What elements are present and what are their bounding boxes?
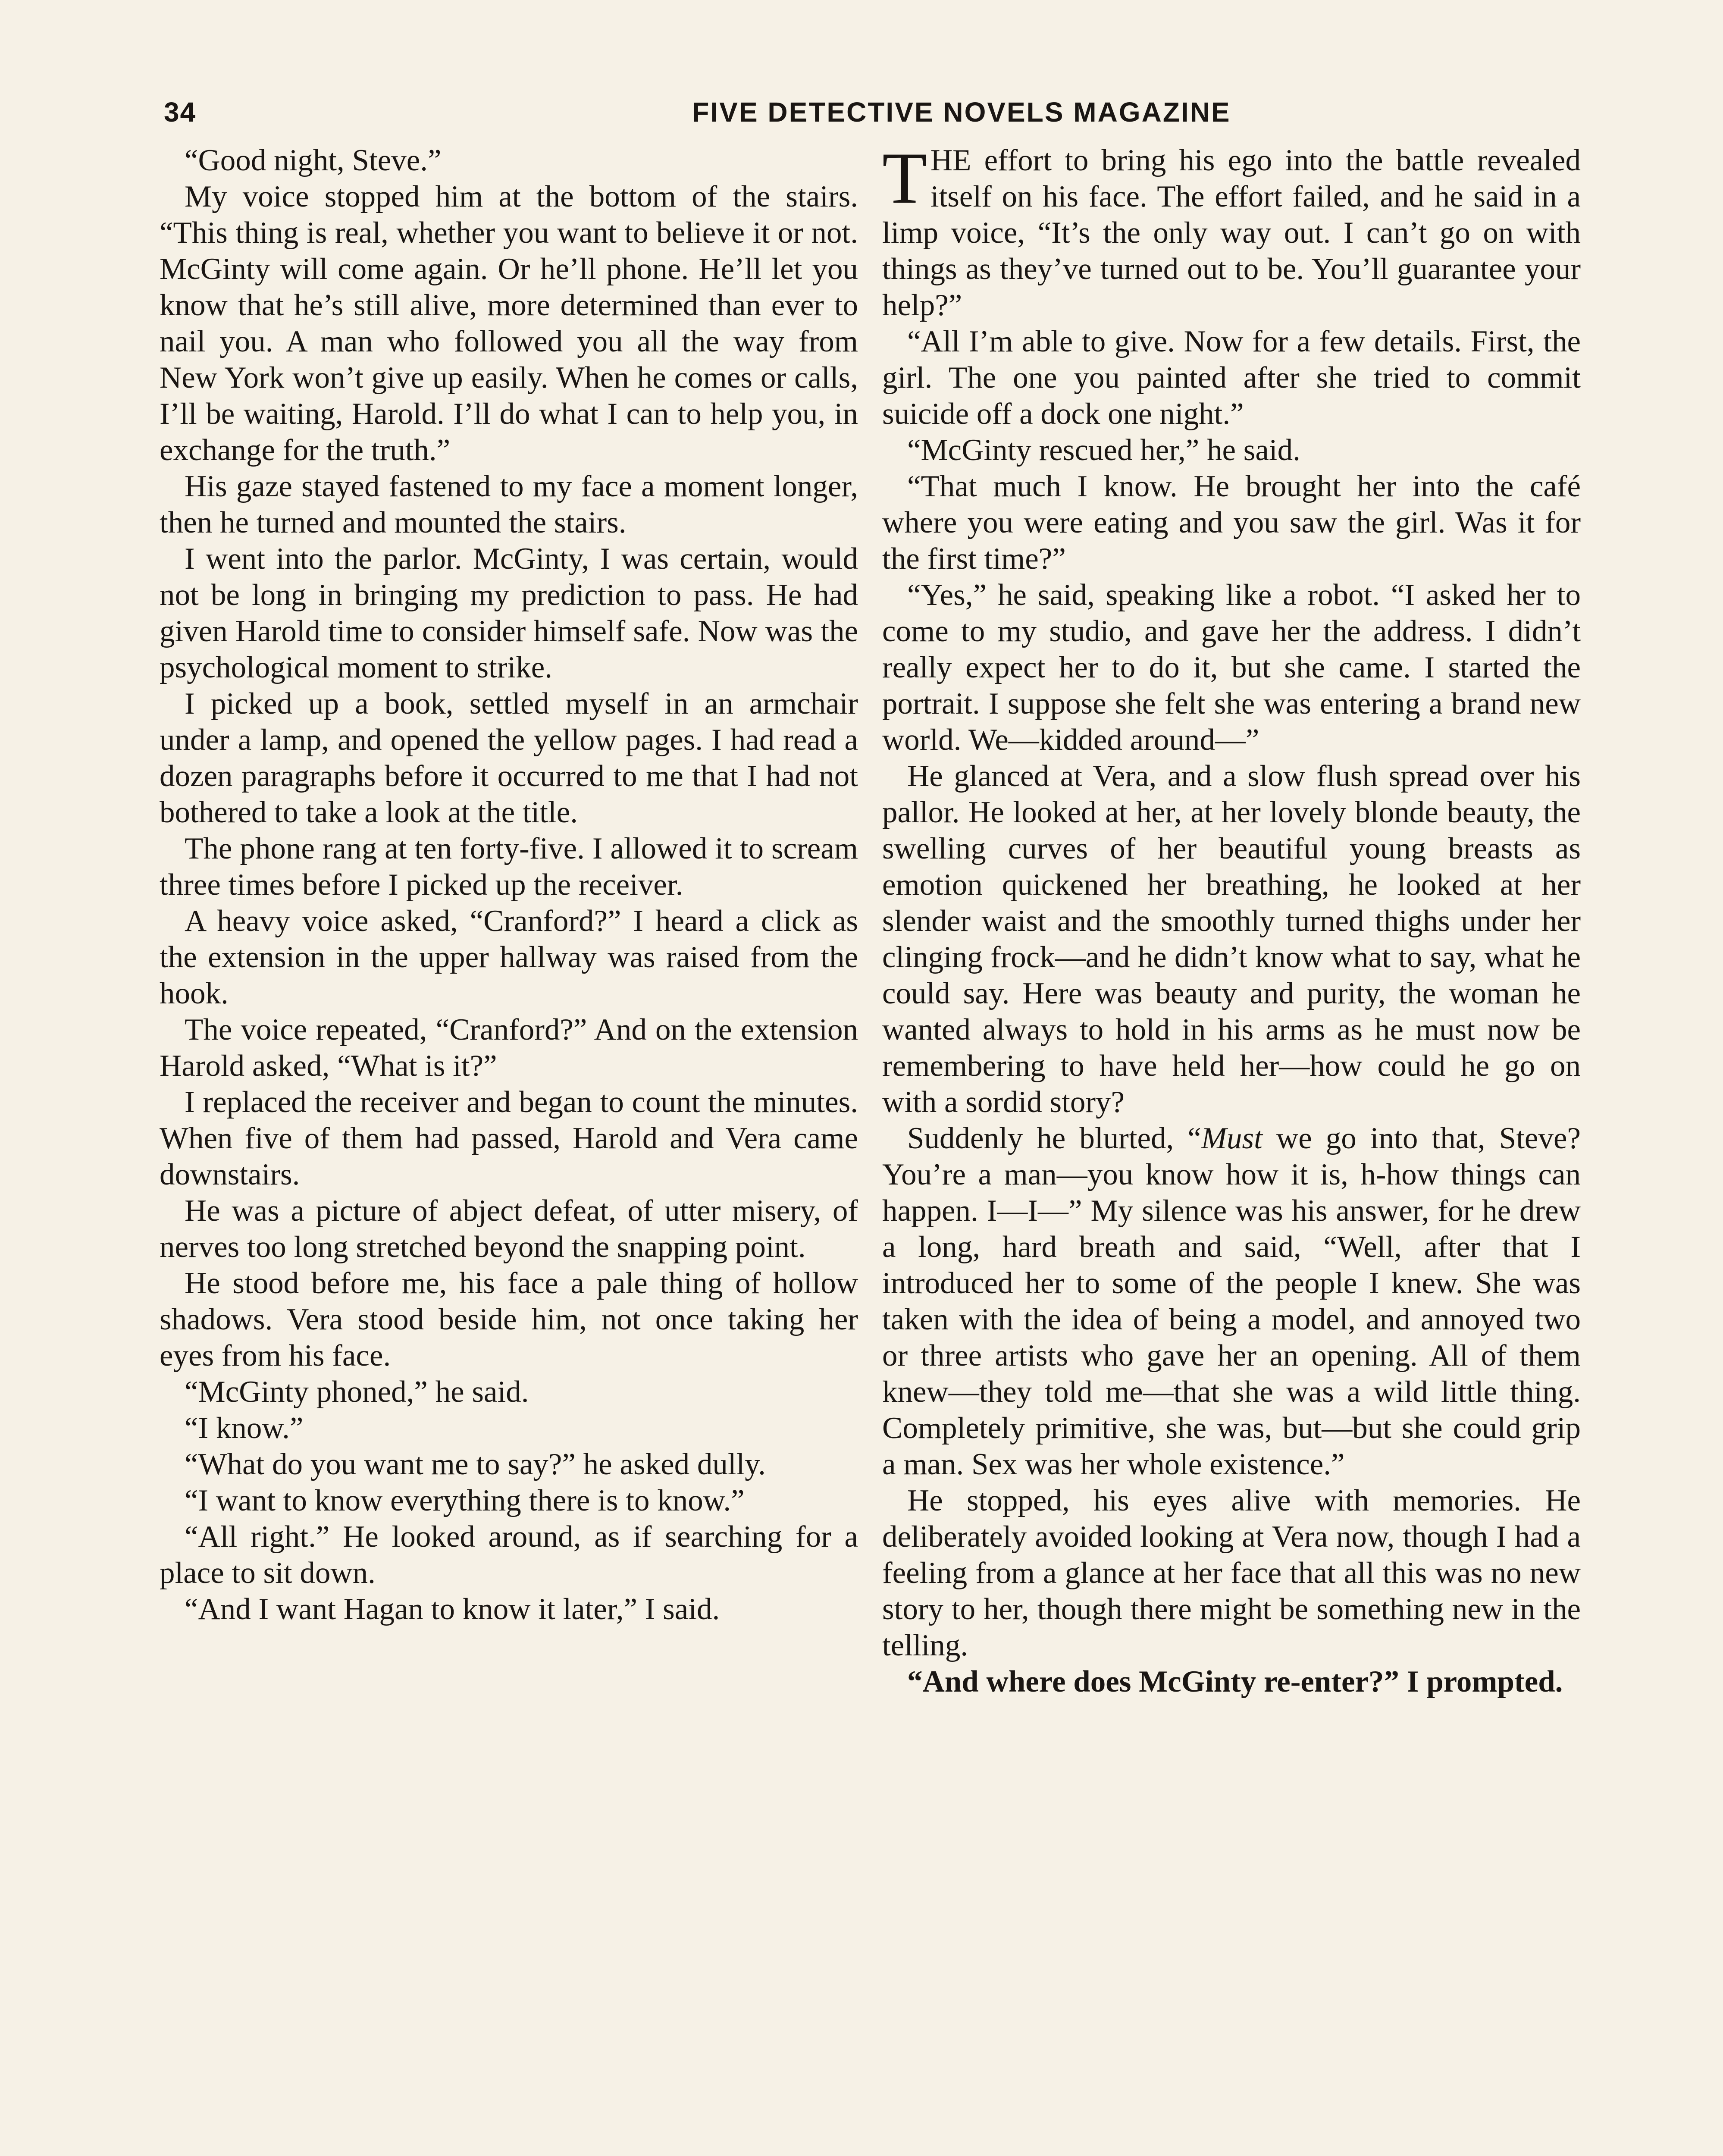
paragraph: The phone rang at ten forty-five. I allowed it to scream three times before I picked up the receiver.: [160, 832, 858, 902]
magazine-title: FIVE DETECTIVE NOVELS MAGAZINE: [692, 97, 1231, 128]
paragraph: “I know.”: [185, 1411, 304, 1445]
right-column: [882, 138, 1581, 2156]
paragraph: “What do you want me to say?” he asked dully.: [185, 1448, 766, 1481]
paragraph: “Yes,” he said, speaking like a robot. “I asked her to come to my studio, and gave her the address. I didn’t really expect her to do it, but she came. I started the portrait. I suppose she felt she was entering a brand new world. We—kidded around—”: [882, 578, 1581, 757]
paragraph: His gaze stayed fastened to my face a moment longer, then he turned and mounted the stairs.: [160, 470, 858, 539]
paragraph: My voice stopped him at the bottom of the stairs. “This thing is real, whether you want to believe it or not. McGinty will come again. Or he’ll phone. He’ll let you know that he’s still alive, more determined than ever to nail you. A man who followed you all the way from New York won’t give up easily. When he comes or calls, I’ll be waiting, Harold. I’ll do what I can to help you, in exchange for the truth.”: [160, 180, 858, 467]
paragraph: “I want to know everything there is to know.”: [185, 1484, 745, 1517]
paragraph: “All I’m able to give. Now for a few details. First, the girl. The one you painted after she tried to commit suicide off a dock one night.”: [882, 325, 1581, 431]
paragraph: He was a picture of abject defeat, of utter misery, of nerves too long stretched beyond the snapping point.: [160, 1194, 858, 1264]
page-header: [164, 93, 1574, 132]
paragraph: “McGinty rescued her,” he said.: [907, 433, 1300, 467]
paragraph: “All right.” He looked around, as if searching for a place to sit down.: [160, 1520, 858, 1590]
emphasis-word: Must: [1201, 1122, 1262, 1155]
opening-paragraph: [882, 138, 1581, 323]
paragraph-part: Suddenly he blurted, “: [907, 1122, 1201, 1155]
paragraph: The voice repeated, “Cranford?” And on the extension Harold asked, “What is it?”: [160, 1013, 858, 1083]
paragraph: He stopped, his eyes alive with memories. He deliberately avoided looking at Vera now, though I had a feeling from a glance at her face that all this was no new story to her, though there might be something new in the telling.: [882, 1484, 1581, 1662]
paragraph: “McGinty phoned,” he said.: [185, 1375, 529, 1409]
paragraph: “And I want Hagan to know it later,” I said.: [185, 1592, 720, 1626]
paragraph: “That much I know. He brought her into the café where you were eating and you saw the girl. Was it for the first time?”: [882, 470, 1581, 576]
paragraph: I picked up a book, settled myself in an armchair under a lamp, and opened the yellow pages. I had read a dozen paragraphs before it occurred to me that I had not bothered to take a look at the title.: [160, 687, 858, 829]
paragraph: I went into the parlor. McGinty, I was certain, would not be long in bringing my prediction to pass. He had given Harold time to consider himself safe. Now was the psychological moment to strike.: [160, 542, 858, 684]
paragraph: He glanced at Vera, and a slow flush spread over his pallor. He looked at her, at her lovely blonde beauty, the swelling curves of her beautiful young breasts as emotion quickened her breathing, he looked at her slender waist and the smoothly turned thighs under her clinging frock—and he didn’t know what to say, what he could say. Here was beauty and purity, the woman he wanted always to hold in his arms as he must now be remembering to have held her—how could he go on with a sordid story?: [882, 759, 1581, 1119]
paragraph: A heavy voice asked, “Cranford?” I heard a click as the extension in the upper hallway was raised from the hook.: [160, 904, 858, 1010]
paragraph-part: we go into that, Steve? You’re a man—you know how it is, h-how things can happen. I—I—” My silence was his answer, for he drew a long, hard breath and said, “Well, after that I introduced her to some of the people I knew. She was taken with the idea of being a model, and annoyed two or three artists who gave her an opening. All of them knew—they told me—that she was a wild little thing. Completely primitive, she was, but—but she could grip a man. Sex was her whole existence.”: [882, 1122, 1581, 1481]
paragraph: He stood before me, his face a pale thing of hollow shadows. Vera stood beside him, not once taking her eyes from his face.: [160, 1266, 858, 1373]
final-paragraph: “And where does McGinty re-enter?” I prompted.: [907, 1665, 1563, 1698]
paragraph-with-emphasis: [882, 1120, 1581, 1482]
drop-cap: T: [882, 138, 927, 219]
left-column: [160, 142, 858, 2156]
opening-paragraph-text: HE effort to bring his ego into the battle revealed itself on his face. The effort failed, and he said in a limp voice, “It’s the only way out. I can’t go on with things as they’ve turned out to be. You’ll guarantee your help?”: [882, 144, 1581, 322]
page-number: 34: [164, 97, 197, 128]
paragraph: I replaced the receiver and began to count the minutes. When five of them had passed, Harold and Vera came downstairs.: [160, 1085, 858, 1191]
paragraph: “Good night, Steve.”: [185, 144, 442, 177]
